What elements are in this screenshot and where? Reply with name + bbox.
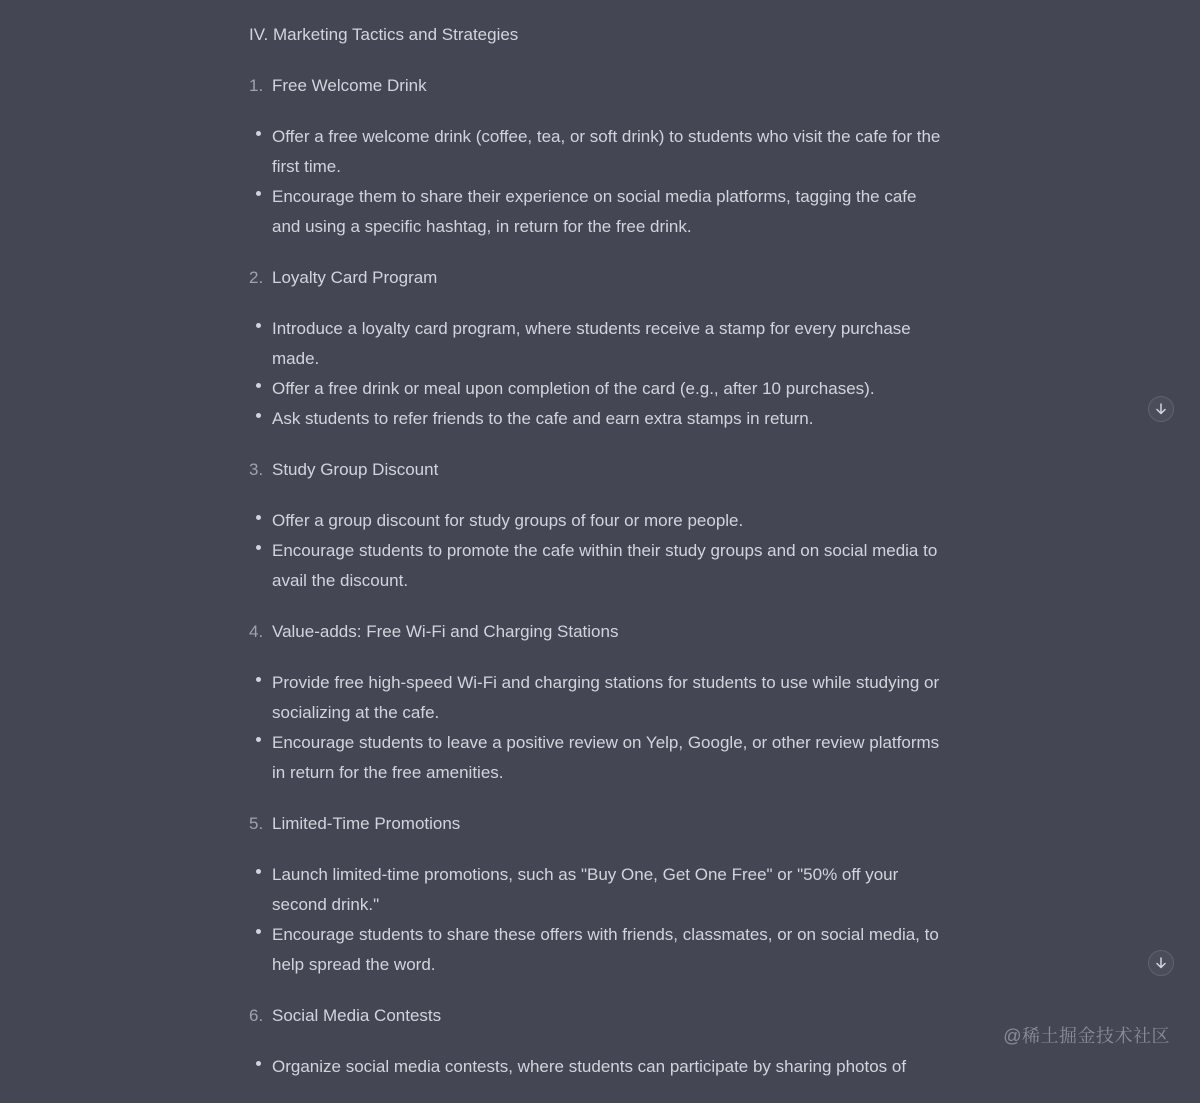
bullet-item: Ask students to refer friends to the cafe and earn extra stamps in return. [249,404,949,434]
list-item-title: Limited-Time Promotions [272,814,461,833]
scroll-down-button[interactable] [1148,950,1174,976]
list-item-number: 1. [249,76,264,95]
list-item-heading [249,809,949,839]
list-item-title: Loyalty Card Program [272,268,438,287]
bullet-list [249,668,949,788]
list-item-heading [249,617,949,647]
scroll-down-button[interactable] [1148,396,1174,422]
section-title: IV. Marketing Tactics and Strategies [249,25,519,44]
list-item-number: 3. [249,460,264,479]
list-item-title: Study Group Discount [272,460,439,479]
message-content [249,20,949,1103]
tactics-list [249,71,949,1082]
bullet-list [249,1052,949,1082]
list-item-heading [249,263,949,293]
bullet-item: Encourage students to promote the cafe within their study groups and on social media to avail the discount. [249,536,949,596]
bullet-item: Launch limited-time promotions, such as "Buy One, Get One Free" or "50% off your second drink." [249,860,949,920]
list-item-title: Social Media Contests [272,1006,442,1025]
bullet-list [249,314,949,434]
arrow-down-icon [1154,402,1168,416]
bullet-item: Encourage students to share these offers with friends, classmates, or on social media, to help spread the word. [249,920,949,980]
list-item-number: 6. [249,1006,264,1025]
bullet-item: Encourage students to leave a positive review on Yelp, Google, or other review platforms in return for the free amenities. [249,728,949,788]
bullet-list [249,506,949,596]
bullet-item: Offer a free welcome drink (coffee, tea, or soft drink) to students who visit the cafe for the first time. [249,122,949,182]
bullet-item: Provide free high-speed Wi-Fi and charging stations for students to use while studying or socializing at the cafe. [249,668,949,728]
bullet-item: Organize social media contests, where students can participate by sharing photos of [249,1052,949,1082]
list-item-heading [249,1001,949,1031]
list-item-heading [249,71,949,101]
bullet-list [249,122,949,242]
bullet-item: Offer a free drink or meal upon completion of the card (e.g., after 10 purchases). [249,374,949,404]
list-item-title: Value-adds: Free Wi-Fi and Charging Stations [272,622,619,641]
bullet-list [249,860,949,980]
list-item-title: Free Welcome Drink [272,76,427,95]
list-item-number: 2. [249,268,264,287]
bullet-item: Encourage them to share their experience on social media platforms, tagging the cafe and using a specific hashtag, in return for the free drink. [249,182,949,242]
arrow-down-icon [1154,956,1168,970]
bullet-item: Offer a group discount for study groups of four or more people. [249,506,949,536]
watermark: @稀土掘金技术社区 [1003,1026,1170,1046]
list-item-number: 4. [249,622,264,641]
list-item-number: 5. [249,814,264,833]
bullet-item: Introduce a loyalty card program, where students receive a stamp for every purchase made. [249,314,949,374]
list-item-heading [249,455,949,485]
